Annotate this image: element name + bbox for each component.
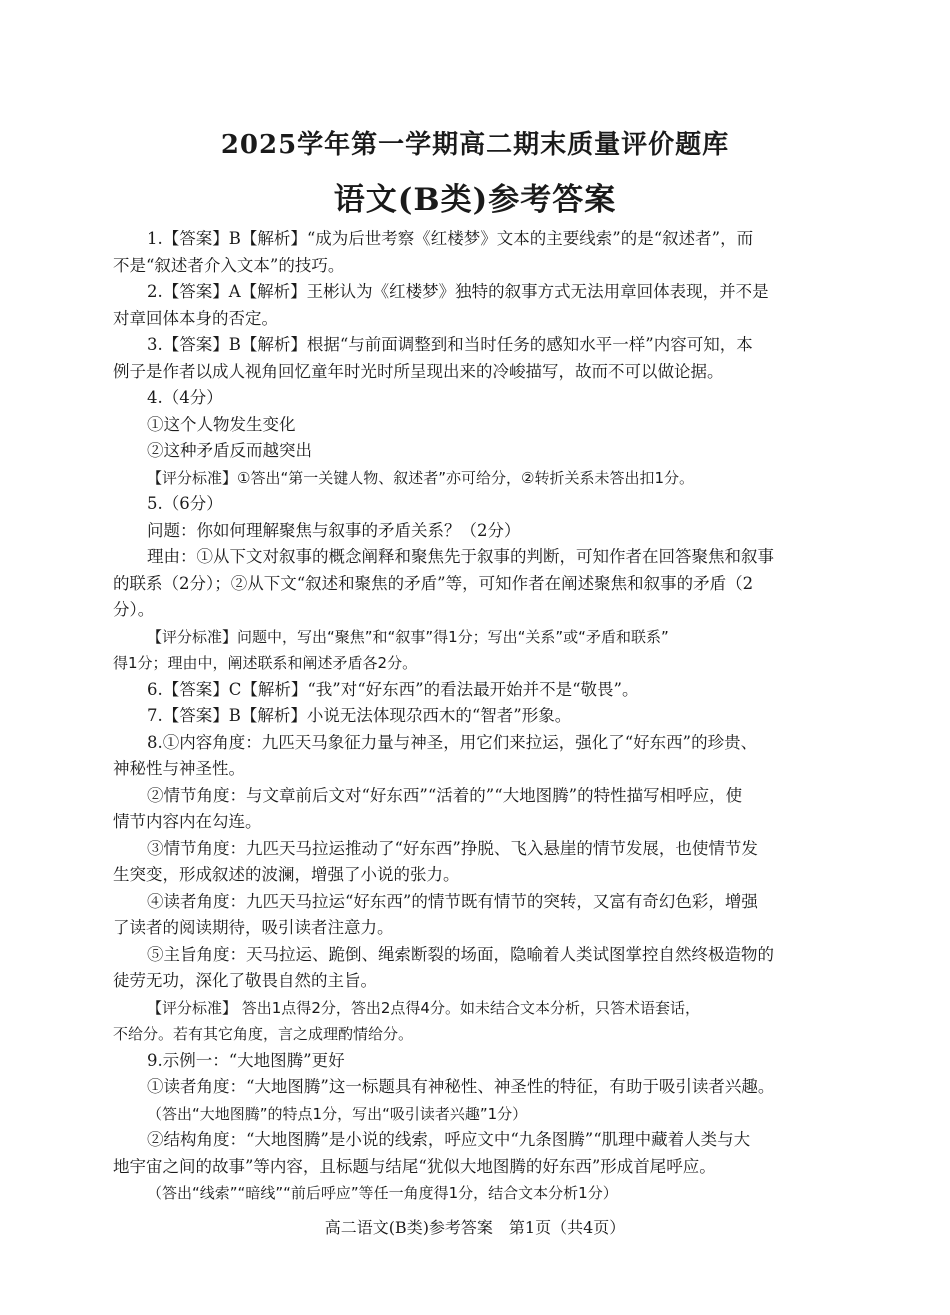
answer-line: 4.（4分）: [147, 388, 223, 407]
answer-line: 情节内容内在勾连。: [113, 812, 262, 831]
answer-line: 2.【答案】A【解析】王彬认为《红楼梦》独特的叙事方式无法用章回体表现，并不是: [147, 282, 769, 301]
page-subtitle: 语文(B类)参考答案: [333, 182, 617, 218]
answer-line: 6.【答案】C【解析】“我”对“好东西”的看法最开始并不是“敬畏”。: [147, 679, 639, 699]
scoring-standard-line: 【评分标准】问题中，写出“聚焦”和“叙事”得1分；写出“关系”或“矛盾和联系”: [147, 627, 669, 646]
answer-line: 对章回体本身的否定。: [113, 308, 278, 328]
answer-line: 理由：①从下文对叙事的概念阐释和聚焦先于叙事的判断，可知作者在回答聚焦和叙事: [147, 547, 774, 566]
scoring-standard-line: 【评分标准】 答出1点得2分，答出2点得4分。如未结合文本分析，只答术语套话，: [147, 998, 700, 1017]
answer-line: ②这种矛盾反而越突出: [147, 441, 312, 460]
answer-line: 1.【答案】B【解析】“成为后世考察《红楼梦》文本的主要线索”的是“叙述者”，而: [147, 229, 754, 248]
answer-line: 3.【答案】B【解析】根据“与前面调整到和当时任务的感知水平一样”内容可知，本: [147, 335, 753, 354]
answer-line: ⑤主旨角度：天马拉运、跪倒、绳索断裂的场面，隐喻着人类试图掌控自然终极造物的: [147, 944, 774, 964]
answer-line: 分）。: [113, 600, 155, 619]
answer-line: ②情节角度：与文章前后文对“好东西”“活着的”“大地图腾”的特性描写相呼应，使: [147, 785, 743, 805]
answer-line: ①读者角度：“大地图腾”这一标题具有神秘性、神圣性的特征，有助于吸引读者兴趣。: [147, 1077, 775, 1096]
answer-line: 例子是作者以成人视角回忆童年时光时所呈现出来的冷峻描写，故而不可以做论据。: [113, 361, 724, 381]
answer-line: 徒劳无功，深化了敬畏自然的主旨。: [113, 971, 377, 990]
answer-line: 问题：你如何理解聚焦与叙事的矛盾关系？（2分）: [147, 520, 521, 540]
answer-line: ④读者角度：九匹天马拉运“好东西”的情节既有情节的突转，又富有奇幻色彩，增强: [147, 891, 758, 911]
answer-line: 7.【答案】B【解析】小说无法体现尕西木的“智者”形象。: [147, 706, 572, 725]
answer-line: 8.①内容角度：九匹天马象征力量与神圣，用它们来拉运，强化了“好东西”的珍贵、: [147, 732, 758, 752]
answer-line: 生突变，形成叙述的波澜，增强了小说的张力。: [113, 865, 460, 884]
answer-line: 神秘性与神圣性。: [113, 759, 245, 778]
answer-line: 的联系（2分）；②从下文“叙述和聚焦的矛盾”等，可知作者在阐述聚焦和叙事的矛盾（2: [113, 573, 754, 593]
scoring-note-line: （答出“大地图腾”的特点1分，写出“吸引读者兴趣”1分）: [147, 1104, 528, 1123]
scoring-standard-line: 不给分。若有其它角度，言之成理酌情给分。: [113, 1025, 414, 1043]
scoring-note-line: （答出“线索”“暗线”“前后呼应”等任一角度得1分，结合文本分析1分）: [147, 1184, 618, 1202]
page-title: 2025学年第一学期高二期末质量评价题库: [220, 130, 730, 160]
answer-line: ②结构角度：“大地图腾”是小说的线索，呼应文中“九条图腾”“肌理中藏着人类与大: [147, 1130, 751, 1149]
scoring-standard-line: 得1分；理由中，阐述联系和阐述矛盾各2分。: [113, 654, 418, 672]
answer-content: [113, 226, 837, 1207]
answer-line: 地宇宙之间的故事”等内容，且标题与结尾“犹似大地图腾的好东西”形成首尾呼应。: [113, 1156, 716, 1176]
answer-line: ③情节角度：九匹天马拉运推动了“好东西”挣脱、飞入悬崖的情节发展，也使情节发: [147, 838, 758, 858]
answer-line: 了读者的阅读期待，吸引读者注意力。: [113, 918, 394, 937]
answer-line: 不是“叙述者介入文本”的技巧。: [113, 255, 345, 275]
answer-line: 9.示例一：“大地图腾”更好: [147, 1050, 345, 1070]
scoring-standard-line: 【评分标准】①答出“第一关键人物、叙述者”亦可给分，②转折关系未答出扣1分。: [147, 468, 694, 487]
answer-line: 5.（6分）: [147, 494, 223, 513]
page-footer: 高二语文(B类)参考答案 第1页（共4页）: [324, 1218, 626, 1237]
answer-line: ①这个人物发生变化: [147, 414, 296, 434]
